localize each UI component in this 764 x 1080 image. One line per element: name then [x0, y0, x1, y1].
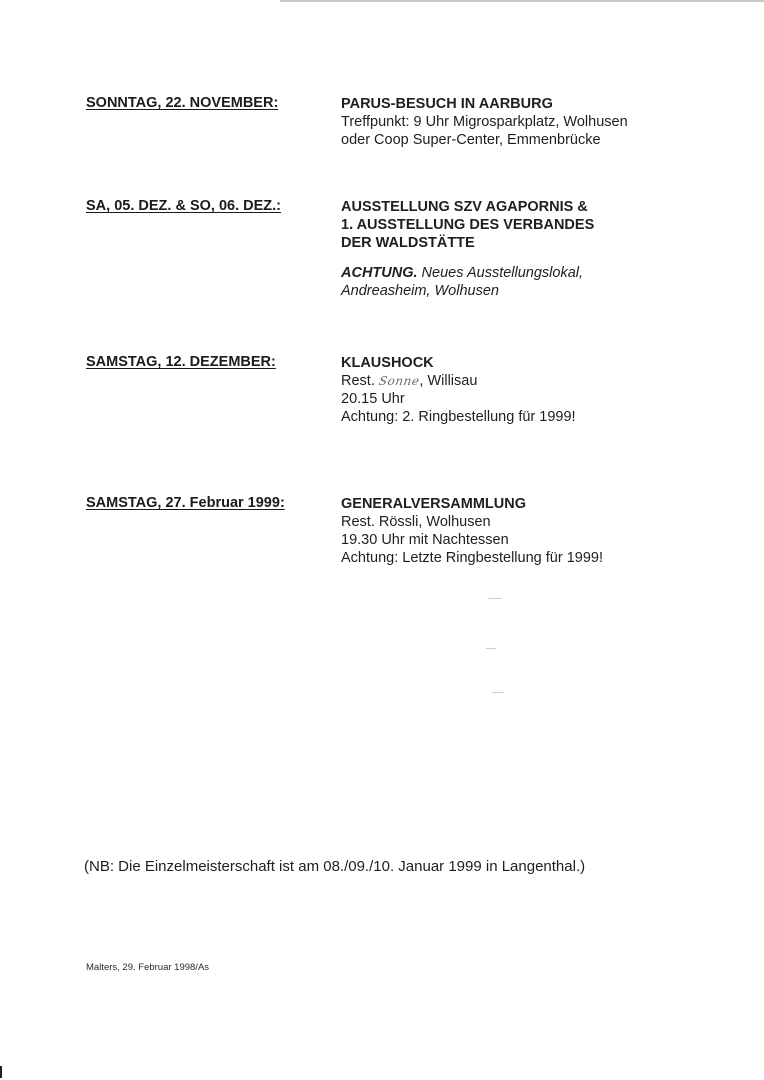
event-details	[341, 495, 741, 567]
event-date: SAMSTAG, 27. Februar 1999:	[86, 495, 285, 511]
warning-text: Neues Ausstellungslokal,	[417, 265, 584, 281]
championship-note: (NB: Die Einzelmeisterschaft ist am 08./09./10. Januar 1999 in Langenthal.)	[84, 858, 586, 875]
event-date: SAMSTAG, 12. DEZEMBER:	[86, 354, 276, 370]
event-date: SONNTAG, 22. NOVEMBER:	[86, 95, 279, 111]
event-detail-line: Achtung: 2. Ringbestellung für 1999!	[341, 409, 576, 425]
event-title: DER WALDSTÄTTE	[341, 235, 475, 251]
scan-smudge	[492, 692, 504, 693]
event-warning	[341, 264, 741, 282]
event-details	[341, 95, 741, 149]
location-suffix: , Willisau	[419, 373, 478, 389]
event-warning-location: Andreasheim, Wolhusen	[341, 283, 499, 299]
warning-lead: ACHTUNG.	[341, 265, 418, 281]
handwritten-name: Sonne	[377, 374, 421, 388]
event-title: GENERALVERSAMMLUNG	[341, 496, 527, 512]
event-detail-line: 19.30 Uhr mit Nachtessen	[341, 532, 509, 548]
event-detail-line: Achtung: Letzte Ringbestellung für 1999!	[341, 550, 603, 566]
event-details	[341, 354, 741, 426]
event-title: 1. AUSSTELLUNG DES VERBANDES	[341, 217, 595, 233]
event-detail-line: 20.15 Uhr	[341, 391, 405, 407]
scan-smudge	[486, 648, 496, 649]
top-edge-rule	[280, 0, 764, 2]
scan-smudge	[488, 598, 502, 599]
event-details	[341, 198, 741, 300]
event-title: PARUS-BESUCH IN AARBURG	[341, 96, 553, 112]
event-detail-line: Treffpunkt: 9 Uhr Migrosparkplatz, Wolhusen	[341, 114, 628, 130]
event-detail-line: Rest. Rössli, Wolhusen	[341, 514, 491, 530]
event-location-line	[341, 372, 741, 390]
document-footer: Malters, 29. Februar 1998/As	[86, 962, 210, 973]
event-date: SA, 05. DEZ. & SO, 06. DEZ.:	[86, 198, 281, 214]
event-title: AUSSTELLUNG SZV AGAPORNIS &	[341, 199, 588, 215]
event-detail-line: oder Coop Super-Center, Emmenbrücke	[341, 132, 601, 148]
event-title: KLAUSHOCK	[341, 355, 434, 371]
scan-edge-mark	[0, 1066, 2, 1078]
location-prefix: Rest.	[341, 373, 379, 389]
